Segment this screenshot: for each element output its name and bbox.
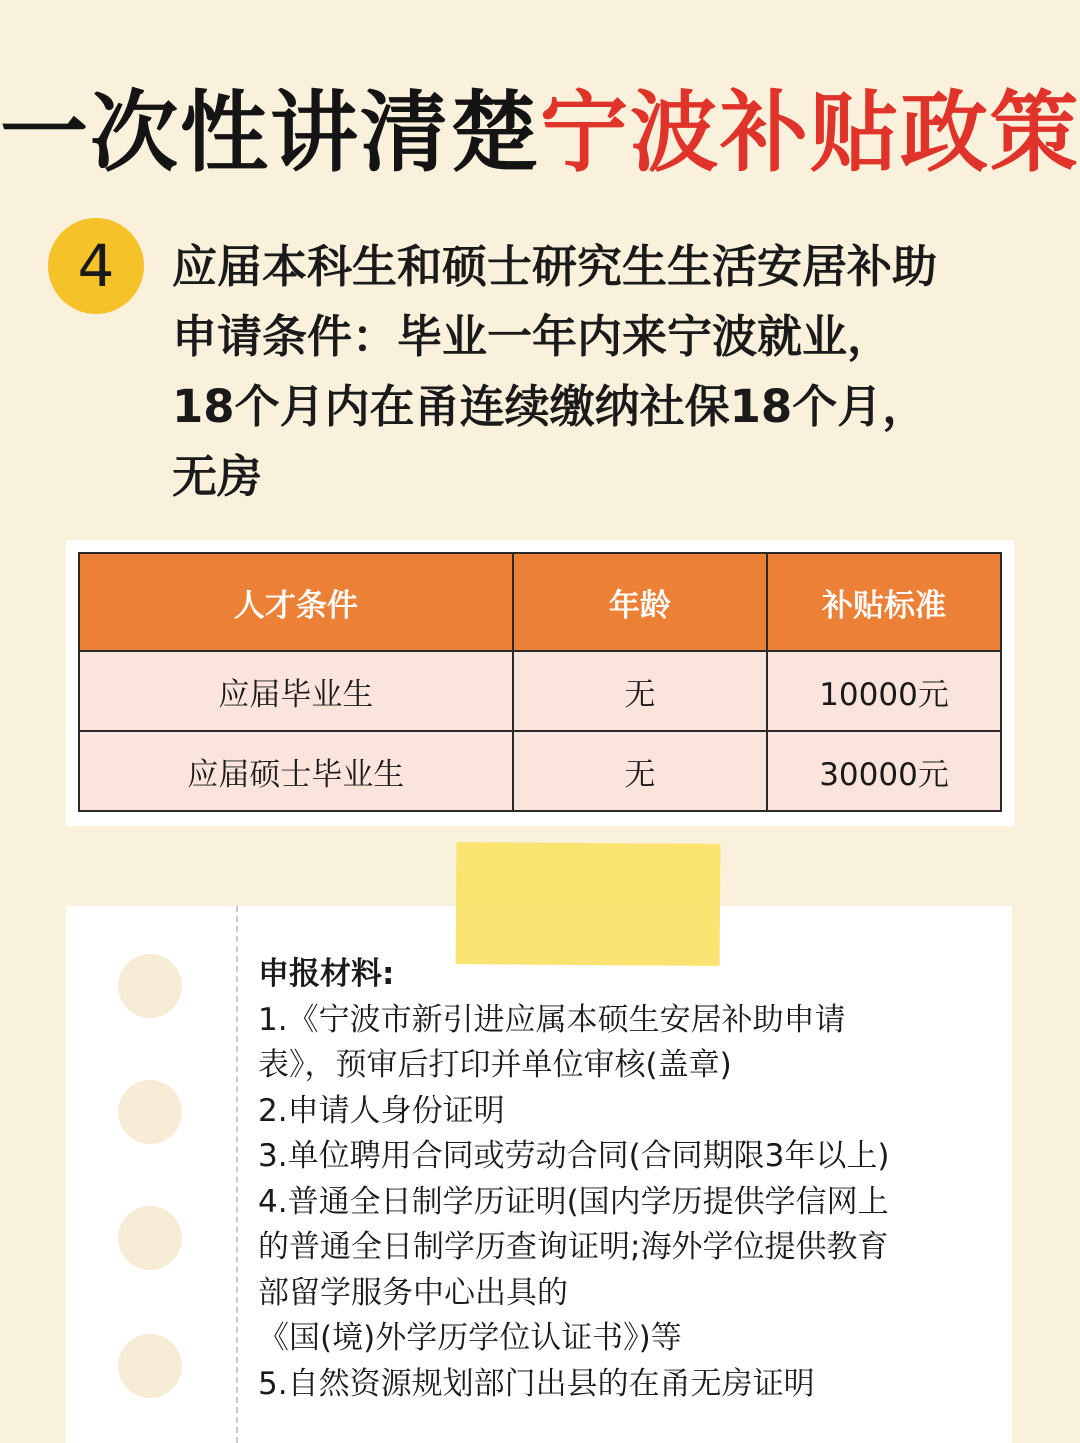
section-heading-line: 18个月内在甬连续缴纳社保18个月， xyxy=(172,380,928,433)
table-row xyxy=(79,731,1001,811)
notebook-margin-line xyxy=(236,906,238,1443)
materials-line: 5.自然资源规划部门出县的在甬无房证明 xyxy=(258,1365,815,1402)
table-cell: 30000元 xyxy=(767,731,1001,811)
table-row xyxy=(79,651,1001,731)
table-cell: 应届毕业生 xyxy=(79,651,513,731)
page-title xyxy=(0,78,1080,188)
table-cell: 无 xyxy=(513,731,767,811)
notebook-hole xyxy=(118,1334,182,1398)
column-header-age: 年龄 xyxy=(513,553,767,651)
column-header-standard: 补贴标准 xyxy=(767,553,1001,651)
materials-line: 3.单位聘用合同或劳动合同(合同期限3年以上) xyxy=(258,1138,890,1174)
section-heading xyxy=(172,232,1052,512)
subsidy-table xyxy=(78,552,1002,812)
materials-line: 2.申请人身份证明 xyxy=(258,1092,505,1129)
materials-line: 4.普通全日制学历证明(国内学历提供学信网上 xyxy=(258,1183,889,1220)
notebook-hole xyxy=(118,954,182,1018)
notebook-hole xyxy=(118,1206,182,1270)
table-cell: 应届硕士毕业生 xyxy=(79,731,513,811)
section-heading-line: 应届本科生和硕士研究生生活安居补助 xyxy=(172,240,938,293)
table-header-row xyxy=(79,553,1001,651)
section-heading-line: 申请条件：毕业一年内来宁波就业， xyxy=(172,310,893,363)
column-header-talent: 人才条件 xyxy=(79,553,513,651)
materials-list xyxy=(258,952,978,1407)
table-cell: 无 xyxy=(513,651,767,731)
page-title-red: 宁波补贴政策 xyxy=(540,81,1080,184)
section-number-badge: 4 xyxy=(48,218,144,314)
materials-line: 《国(境)外学历学位认证书》)等 xyxy=(258,1320,682,1356)
page-title-black: 一次性讲清楚 xyxy=(0,81,541,184)
tape-decoration xyxy=(456,842,721,966)
materials-line: 的普通全日制学历查询证明;海外学位提供教育 xyxy=(258,1229,889,1265)
materials-title: 申报材料: xyxy=(258,956,395,992)
materials-line: 表》，预审后打印并单位审核(盖章) xyxy=(258,1047,732,1083)
notebook-hole xyxy=(118,1080,182,1144)
section-heading-line: 无房 xyxy=(172,450,263,503)
materials-line: 1.《宁波市新引进应属本硕生安居补助申请 xyxy=(258,1001,846,1038)
table-cell: 10000元 xyxy=(767,651,1001,731)
materials-line: 部留学服务中心出具的 xyxy=(258,1274,568,1311)
